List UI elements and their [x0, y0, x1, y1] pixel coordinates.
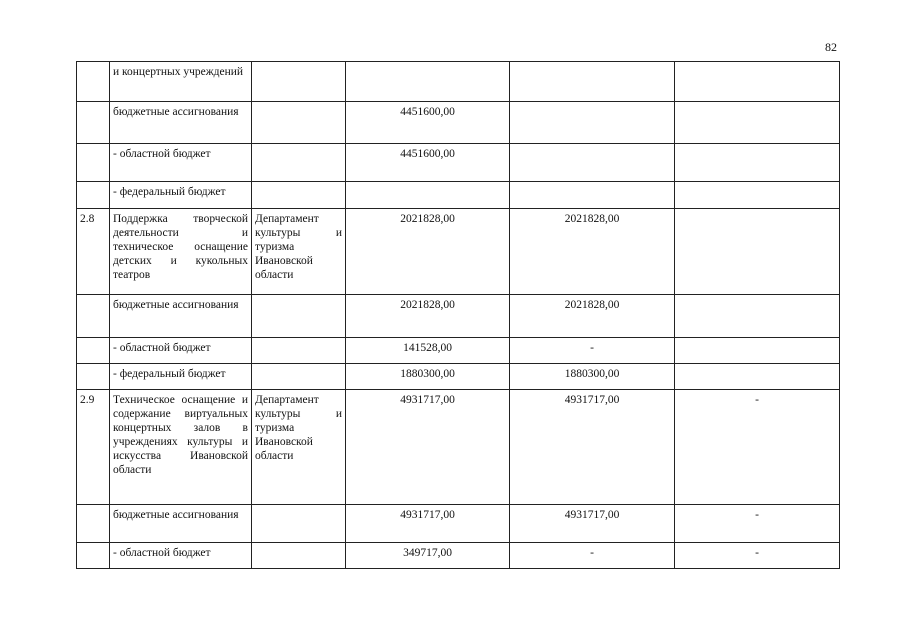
- table-row: [77, 364, 840, 390]
- table-row: [77, 182, 840, 209]
- row-name-cell: Техническое оснащение и содержание виртуальных концертных залов в учреждениях культуры и искусства Ивановской области: [110, 390, 252, 505]
- row-value-cell-1: 2021828,00: [346, 209, 510, 295]
- row-value-cell-1: 349717,00: [346, 543, 510, 569]
- row-number-cell: [77, 182, 110, 209]
- row-executor-cell: [252, 62, 346, 102]
- row-name-cell: и концертных учреждений: [110, 62, 252, 102]
- row-value-cell-3: -: [675, 390, 840, 505]
- row-value-cell-1: 4451600,00: [346, 102, 510, 144]
- row-number-cell: [77, 338, 110, 364]
- row-value-cell-3: [675, 338, 840, 364]
- row-name-cell: бюджетные ассигнования: [110, 505, 252, 543]
- row-value-cell-1: [346, 182, 510, 209]
- row-value-cell-2: [510, 62, 675, 102]
- row-name-cell: Поддержка творческой деятельности и техническое оснащение детских и кукольных театров: [110, 209, 252, 295]
- row-name-cell: - областной бюджет: [110, 543, 252, 569]
- row-value-cell-2: 2021828,00: [510, 209, 675, 295]
- row-value-cell-2: 4931717,00: [510, 390, 675, 505]
- table-row: [77, 102, 840, 144]
- row-number-cell: [77, 543, 110, 569]
- table-row: [77, 505, 840, 543]
- row-value-cell-1: 2021828,00: [346, 295, 510, 338]
- row-executor-cell: Департамент культуры и туризма Ивановской области: [252, 390, 346, 505]
- row-value-cell-3: [675, 62, 840, 102]
- row-value-cell-2: -: [510, 543, 675, 569]
- row-executor-cell: [252, 543, 346, 569]
- row-value-cell-3: [675, 102, 840, 144]
- table-row: [77, 144, 840, 182]
- row-value-cell-3: [675, 209, 840, 295]
- row-number-cell: [77, 505, 110, 543]
- row-value-cell-3: [675, 295, 840, 338]
- row-number-cell: [77, 62, 110, 102]
- row-value-cell-1: 4451600,00: [346, 144, 510, 182]
- row-value-cell-2: 1880300,00: [510, 364, 675, 390]
- row-value-cell-2: -: [510, 338, 675, 364]
- row-value-cell-1: 1880300,00: [346, 364, 510, 390]
- row-value-cell-3: [675, 144, 840, 182]
- row-name-cell: - областной бюджет: [110, 144, 252, 182]
- budget-table: [76, 61, 840, 569]
- row-value-cell-2: 4931717,00: [510, 505, 675, 543]
- table-row: [77, 62, 840, 102]
- row-executor-cell: [252, 295, 346, 338]
- row-name-cell: - областной бюджет: [110, 338, 252, 364]
- row-value-cell-2: 2021828,00: [510, 295, 675, 338]
- table-row: [77, 543, 840, 569]
- row-value-cell-3: [675, 182, 840, 209]
- row-executor-cell: [252, 102, 346, 144]
- row-value-cell-3: -: [675, 505, 840, 543]
- page-number: 82: [825, 40, 837, 54]
- row-name-cell: бюджетные ассигнования: [110, 295, 252, 338]
- row-executor-cell: [252, 364, 346, 390]
- row-number-cell: [77, 144, 110, 182]
- row-value-cell-1: 141528,00: [346, 338, 510, 364]
- row-value-cell-1: 4931717,00: [346, 505, 510, 543]
- row-executor-cell: [252, 338, 346, 364]
- row-name-cell: - федеральный бюджет: [110, 364, 252, 390]
- row-value-cell-2: [510, 182, 675, 209]
- row-value-cell-1: 4931717,00: [346, 390, 510, 505]
- row-number-cell: [77, 364, 110, 390]
- row-name-cell: бюджетные ассигнования: [110, 102, 252, 144]
- row-number-cell: 2.8: [77, 209, 110, 295]
- row-number-cell: 2.9: [77, 390, 110, 505]
- row-value-cell-1: [346, 62, 510, 102]
- row-value-cell-2: [510, 144, 675, 182]
- table-row: [77, 390, 840, 505]
- table-row: [77, 209, 840, 295]
- row-value-cell-2: [510, 102, 675, 144]
- row-number-cell: [77, 102, 110, 144]
- row-name-cell: - федеральный бюджет: [110, 182, 252, 209]
- row-value-cell-3: [675, 364, 840, 390]
- row-value-cell-3: -: [675, 543, 840, 569]
- row-executor-cell: [252, 505, 346, 543]
- row-executor-cell: [252, 182, 346, 209]
- row-number-cell: [77, 295, 110, 338]
- row-executor-cell: Департамент культуры и туризма Ивановской области: [252, 209, 346, 295]
- table-row: [77, 338, 840, 364]
- table-row: [77, 295, 840, 338]
- row-executor-cell: [252, 144, 346, 182]
